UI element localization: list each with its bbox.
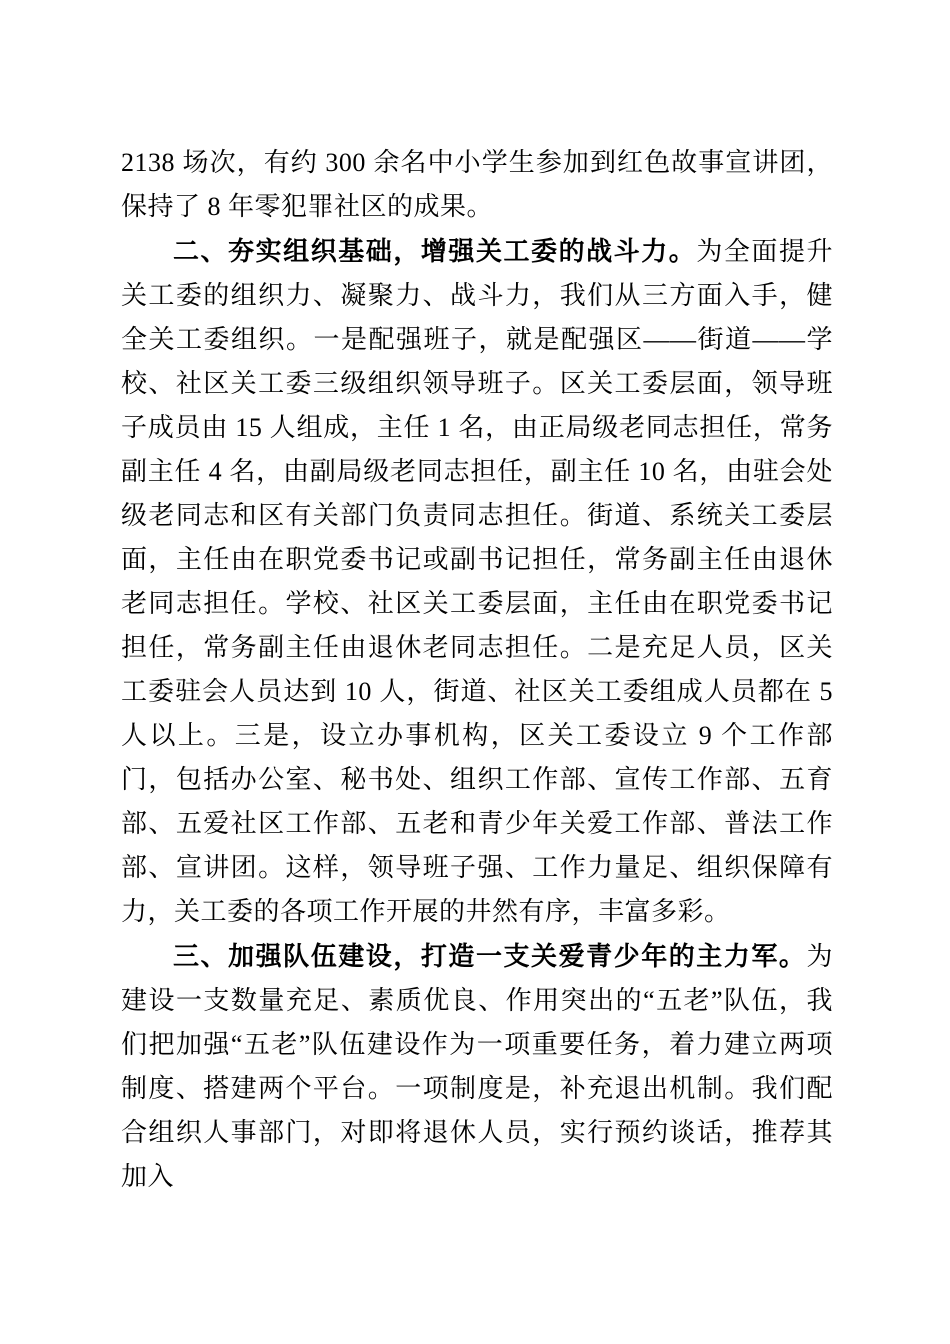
section-heading-run: 三、加强队伍建设，打造一支关爱青少年的主力军。 xyxy=(173,941,807,971)
paragraph xyxy=(121,229,833,934)
section-heading-run: 二、夯实组织基础，增强关工委的战斗力。 xyxy=(173,236,697,266)
body-text-run: 为建设一支数量充足、素质优良、作用突出的“五老”队伍，我们把加强“五老”队伍建设作为一项重要任务，着力建立两项制度、搭建两个平台。一项制度是，补充退出机制。我们配合组织人事部门，对即将退休人员，实行预约谈话，推荐其加入 xyxy=(121,942,833,1191)
paragraph xyxy=(121,934,833,1199)
body-text-run: 2138 场次，有约 300 余名中小学生参加到红色故事宣讲团，保持了 8 年零犯罪社区的成果。 xyxy=(121,148,833,221)
document-body xyxy=(121,141,833,1199)
body-text-run: 为全面提升关工委的组织力、凝聚力、战斗力，我们从三方面入手，健全关工委组织。一是配强班子，就是配强区——街道——学校、社区关工委三级组织领导班子。区关工委层面，领导班子成员由 15 人组成，主任 1 名，由正局级老同志担任，常务副主任 4 名，由副局级老同志担任，副主任 10 名，由驻会处级老同志和区有关部门负责同志担任。街道、系统关工委层面，主任由在职党委书记或副书记担任，常务副主任由退休老同志担任。学校、社区关工委层面，主任由在职党委书记担任，常务副主任由退休老同志担任。二是充足人员，区关工委驻会人员达到 10 人，街道、社区关工委组成人员都在 5 人以上。三是，设立办事机构，区关工委设立 9 个工作部门，包括办公室、秘书处、组织工作部、宣传工作部、五育部、五爱社区工作部、五老和青少年关爱工作部、普法工作部、宣讲团。这样，领导班子强、工作力量足、组织保障有力，关工委的各项工作开展的井然有序，丰富多彩。 xyxy=(121,237,833,926)
paragraph-continuation xyxy=(121,141,833,229)
